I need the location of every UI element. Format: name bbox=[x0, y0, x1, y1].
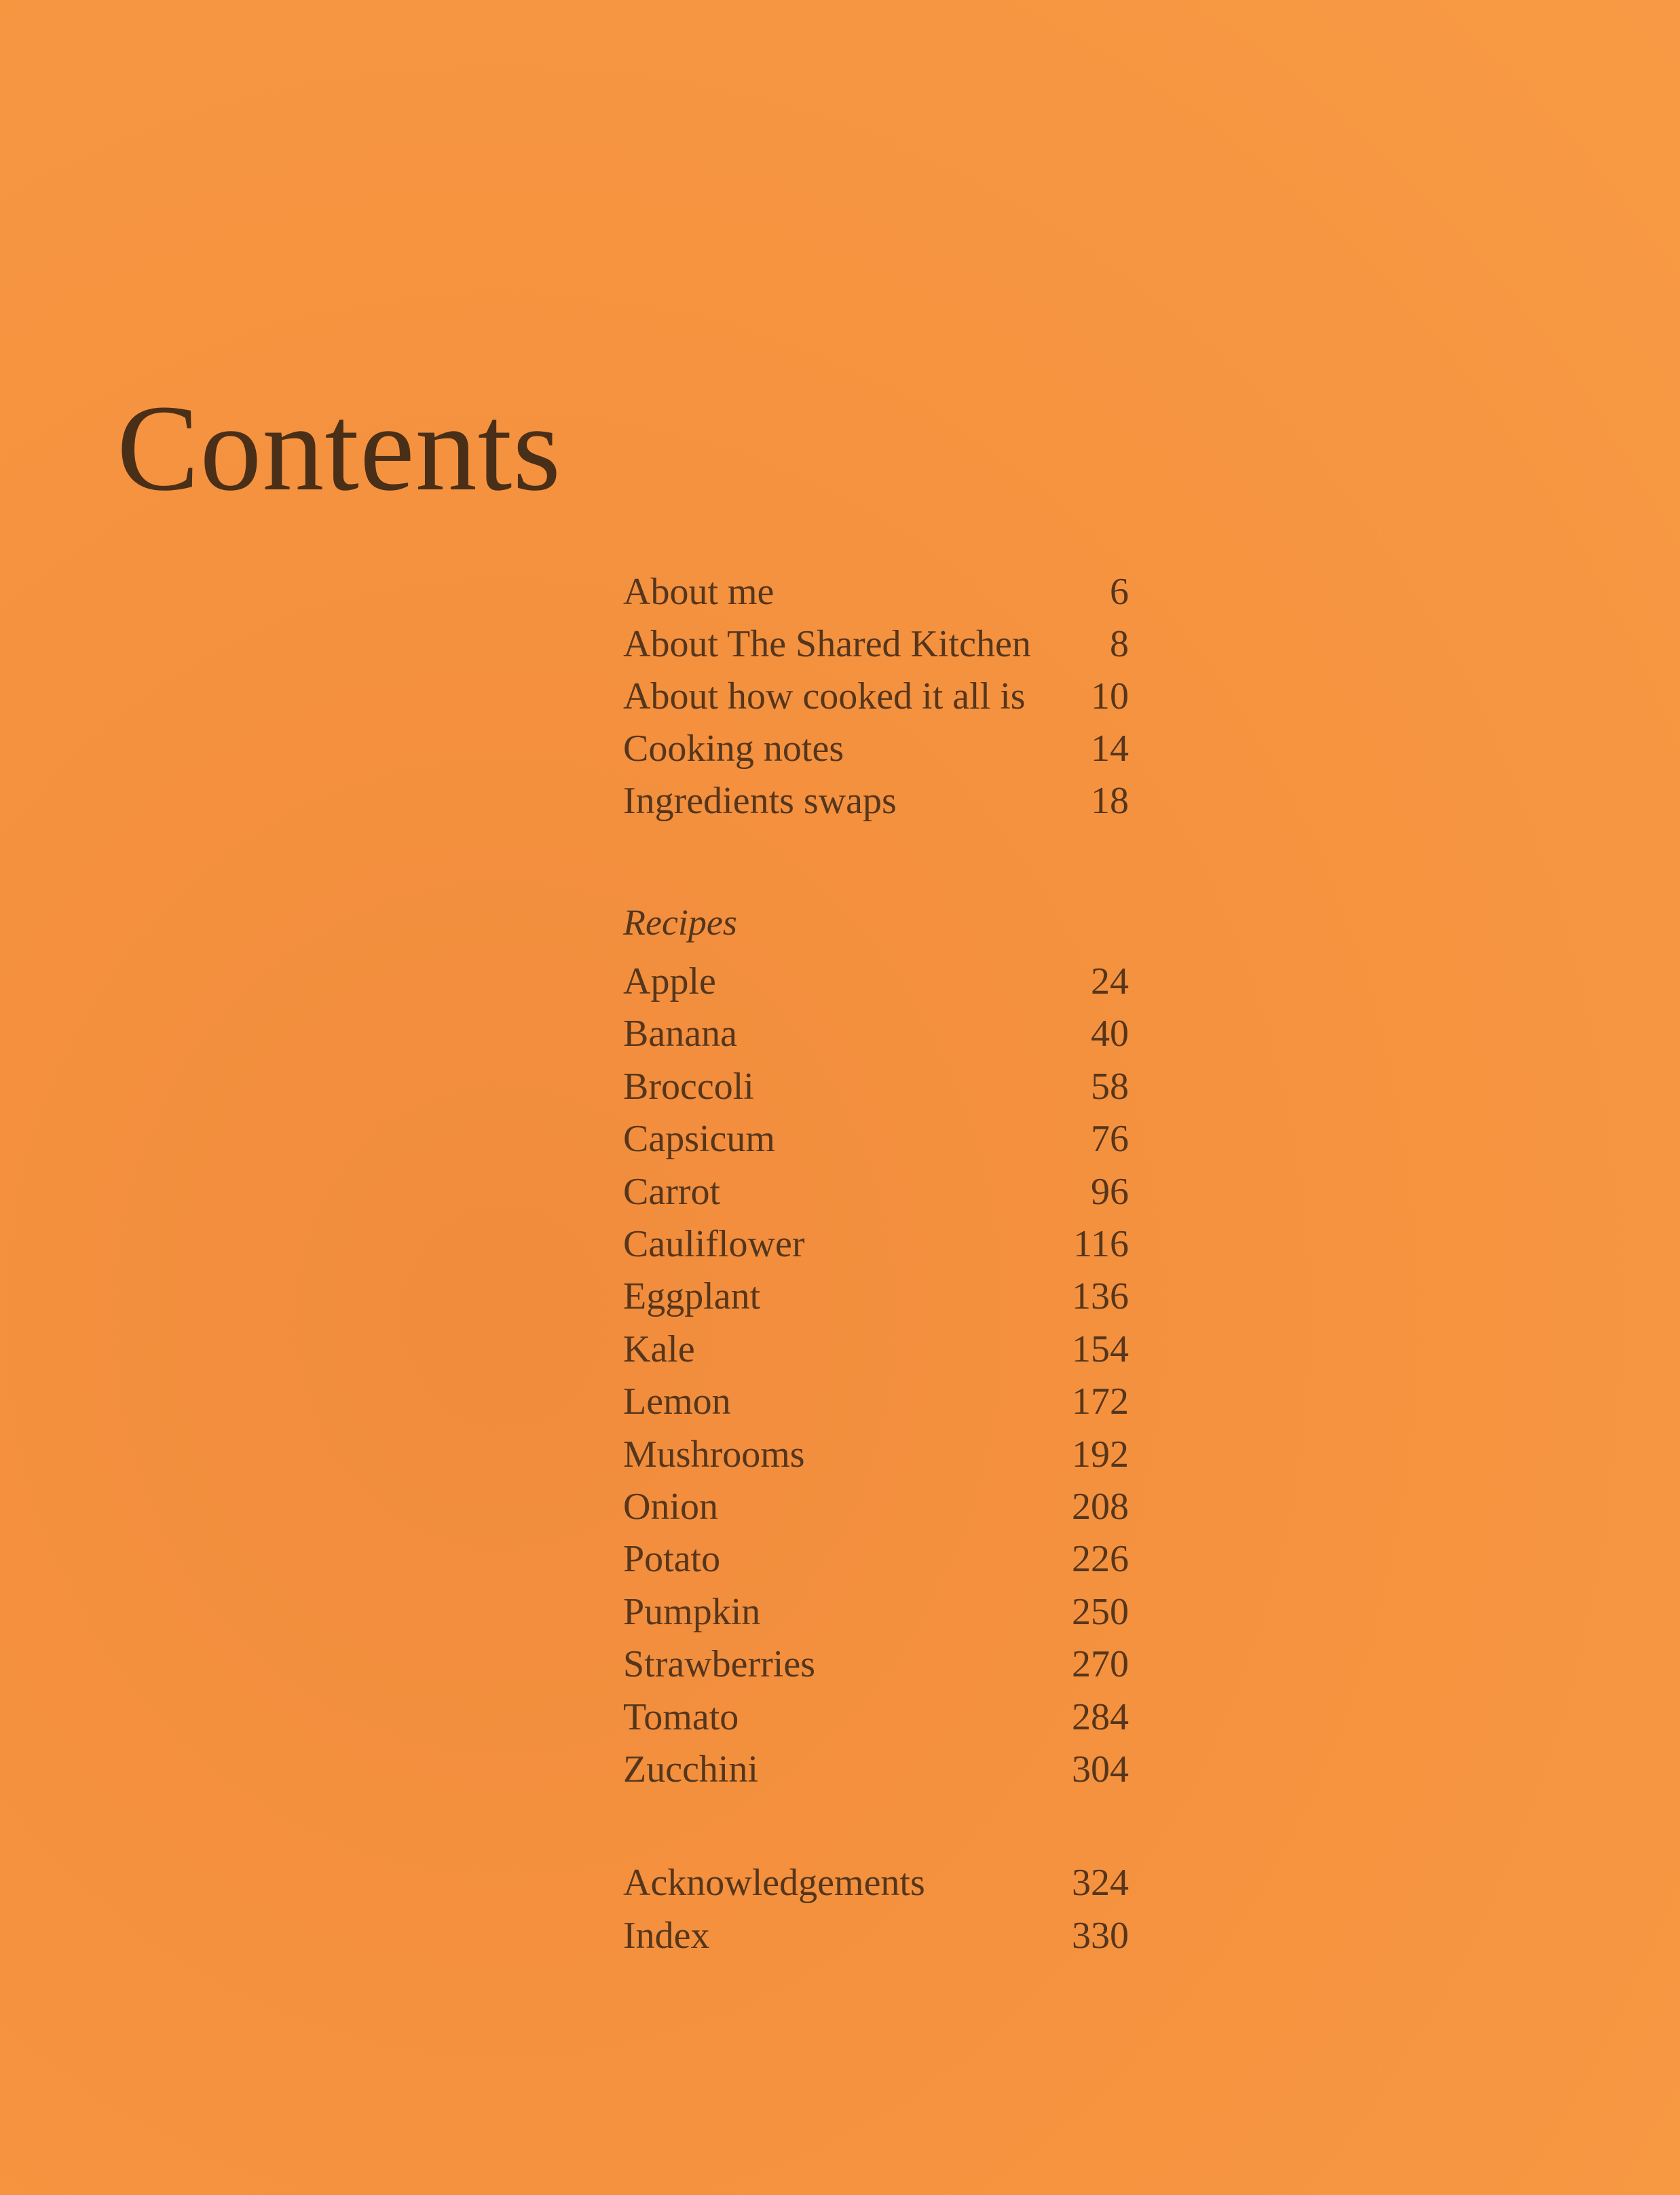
toc-entry-page: 14 bbox=[1091, 728, 1129, 770]
toc-entry[interactable] bbox=[623, 1326, 1129, 1373]
toc-entry-label: Potato bbox=[623, 1538, 721, 1581]
toc-entry-page: 58 bbox=[1091, 1065, 1129, 1108]
toc-entry-label: About The Shared Kitchen bbox=[623, 623, 1031, 665]
toc-entry[interactable] bbox=[623, 620, 1129, 668]
toc-entry-label: Banana bbox=[623, 1013, 737, 1055]
toc-entry-label: Acknowledgements bbox=[623, 1862, 925, 1904]
toc-entry[interactable] bbox=[623, 1115, 1129, 1163]
toc-entry-label: Carrot bbox=[623, 1170, 721, 1213]
toc-entry[interactable] bbox=[623, 1535, 1129, 1583]
toc-entry-page: 250 bbox=[1072, 1590, 1129, 1633]
toc-entry[interactable] bbox=[623, 1640, 1129, 1688]
toc-entry[interactable] bbox=[623, 568, 1129, 616]
toc-entry-page: 76 bbox=[1091, 1118, 1129, 1161]
toc-entry[interactable] bbox=[623, 1912, 1129, 1959]
toc-entry-page: 330 bbox=[1072, 1915, 1129, 1957]
toc-entry-label: Cooking notes bbox=[623, 728, 844, 770]
toc-entry-page: 304 bbox=[1072, 1748, 1129, 1790]
toc-entry-label: Ingredients swaps bbox=[623, 780, 897, 822]
toc-entry-page: 324 bbox=[1072, 1862, 1129, 1904]
toc-entry-label: About me bbox=[623, 571, 774, 613]
toc-entry-label: About how cooked it all is bbox=[623, 675, 1026, 717]
toc-entry[interactable] bbox=[623, 958, 1129, 1005]
toc-entry-label: Eggplant bbox=[623, 1275, 761, 1318]
toc-entry-label: Broccoli bbox=[623, 1065, 754, 1108]
toc-entry-label: Lemon bbox=[623, 1381, 731, 1423]
toc-entry-label: Tomato bbox=[623, 1695, 739, 1738]
toc-entry-label: Pumpkin bbox=[623, 1590, 761, 1633]
toc-entry-label: Kale bbox=[623, 1328, 695, 1370]
toc-entry[interactable] bbox=[623, 1693, 1129, 1741]
page-title: Contents bbox=[117, 380, 562, 517]
toc-entry-page: 116 bbox=[1073, 1223, 1129, 1265]
toc-entry-page: 10 bbox=[1091, 675, 1129, 717]
toc-entry-label: Capsicum bbox=[623, 1118, 775, 1161]
toc-entry-page: 192 bbox=[1072, 1433, 1129, 1476]
toc-entry[interactable] bbox=[623, 673, 1129, 720]
toc-entry-label: Cauliflower bbox=[623, 1223, 805, 1265]
toc-entry[interactable] bbox=[623, 1010, 1129, 1057]
toc-entry-label: Mushrooms bbox=[623, 1433, 805, 1476]
toc-entry[interactable] bbox=[623, 1168, 1129, 1216]
toc-entry-page: 6 bbox=[1110, 571, 1129, 613]
toc-entry-page: 18 bbox=[1091, 780, 1129, 822]
toc-entry[interactable] bbox=[623, 1273, 1129, 1320]
toc-entry-page: 208 bbox=[1072, 1486, 1129, 1528]
toc-entry[interactable] bbox=[623, 1859, 1129, 1907]
toc-entry-page: 96 bbox=[1091, 1170, 1129, 1213]
toc-entry-label: Strawberries bbox=[623, 1643, 816, 1686]
toc-entry-page: 24 bbox=[1091, 960, 1129, 1002]
toc-entry[interactable] bbox=[623, 1378, 1129, 1425]
toc-entry[interactable] bbox=[623, 1063, 1129, 1110]
toc-entry[interactable] bbox=[623, 1588, 1129, 1636]
toc-entry-page: 172 bbox=[1072, 1381, 1129, 1423]
toc-entry-page: 136 bbox=[1072, 1275, 1129, 1318]
toc-entry[interactable] bbox=[623, 1220, 1129, 1268]
toc-entry-label: Apple bbox=[623, 960, 716, 1002]
toc-entry[interactable] bbox=[623, 1483, 1129, 1531]
toc-entry-label: Onion bbox=[623, 1486, 718, 1528]
toc-entry-page: 284 bbox=[1072, 1695, 1129, 1738]
section-heading-recipes: Recipes bbox=[623, 902, 737, 943]
toc-entry-page: 40 bbox=[1091, 1013, 1129, 1055]
toc-entry-page: 154 bbox=[1072, 1328, 1129, 1370]
toc-entry[interactable] bbox=[623, 777, 1129, 825]
toc-entry-label: Zucchini bbox=[623, 1748, 759, 1790]
toc-entry[interactable] bbox=[623, 1746, 1129, 1793]
toc-entry[interactable] bbox=[623, 1431, 1129, 1478]
toc-entry-page: 8 bbox=[1110, 623, 1129, 665]
toc-entry-label: Index bbox=[623, 1915, 710, 1957]
toc-entry[interactable] bbox=[623, 725, 1129, 772]
toc-entry-page: 226 bbox=[1072, 1538, 1129, 1581]
toc-entry-page: 270 bbox=[1072, 1643, 1129, 1686]
